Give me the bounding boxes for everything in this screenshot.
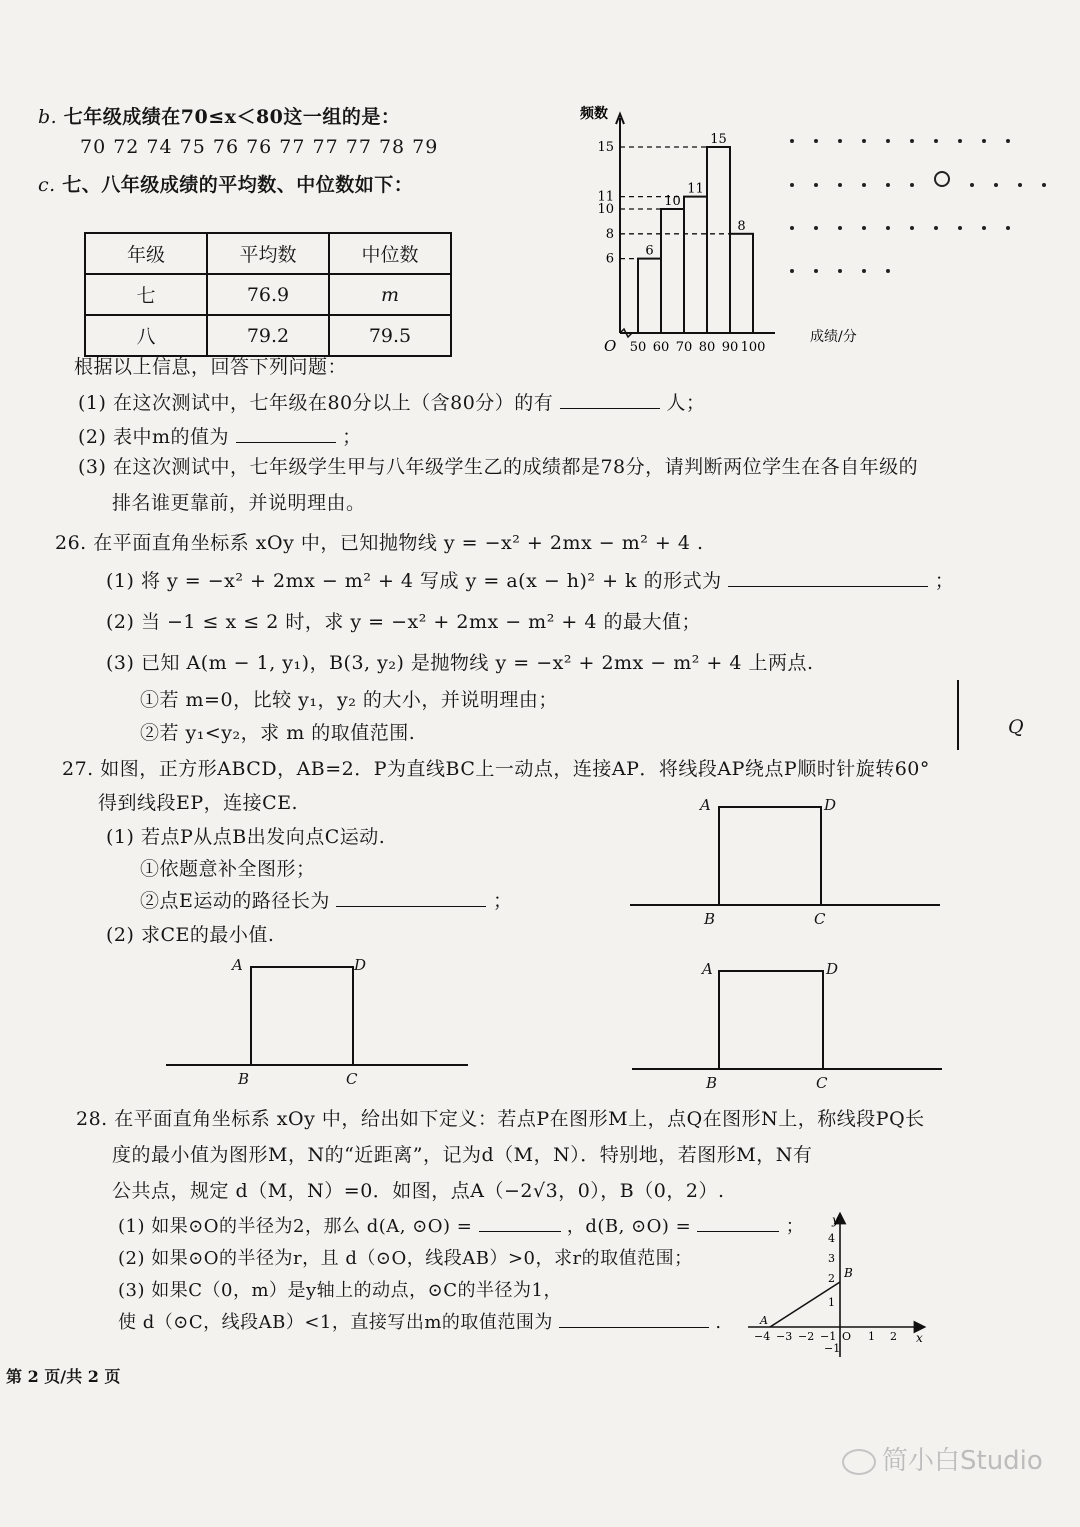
square-figure-3 xyxy=(632,962,942,1092)
section-b-text: 七年级成绩在70≤x＜80这一组的是： xyxy=(63,106,401,128)
table-cell: 76.9 xyxy=(207,274,329,315)
q25-part3: (3) 在这次测试中，七年级学生甲与八年级学生乙的成绩都是78分，请判断两位学生在各自年级的 xyxy=(78,456,919,478)
q27-stem: 27. 如图，正方形ABCD，AB=2．P为直线BC上一动点，连接AP．将线段AP绕点P顺时针旋转60° xyxy=(62,758,930,780)
q25-answer-blank-1[interactable] xyxy=(560,394,660,409)
stats-table xyxy=(84,232,452,357)
q28-answer-blank-3[interactable] xyxy=(559,1313,709,1328)
histogram-x-tick-label: 50 xyxy=(629,340,647,355)
margin-line xyxy=(957,680,959,750)
q26-part3-2: ②若 y₁<y₂，求 m 的取值范围. xyxy=(140,722,416,744)
histogram-y-tick-label: 8 xyxy=(605,226,614,242)
histogram-bar-label: 10 xyxy=(664,194,681,209)
q26-part3: (3) 已知 A(m − 1, y₁)，B(3, y₂) 是抛物线 y = −x² + 2mx − m² + 4 上两点. xyxy=(106,652,814,674)
q25-part2-suffix: ； xyxy=(342,426,362,448)
histogram-bar xyxy=(638,259,661,333)
label-b: B xyxy=(706,1074,718,1092)
wechat-icon xyxy=(842,1449,876,1475)
q28-part1-text-a: (1) 如果⊙O的半径为2，那么 d(A, ⊙O) = xyxy=(118,1216,473,1237)
q26-part2: (2) 当 −1 ≤ x ≤ 2 时，求 y = −x² + 2mx − m² + 4 的最大值； xyxy=(106,611,701,633)
label-a: A xyxy=(702,960,713,978)
table-header: 年级 xyxy=(85,233,207,274)
x-tick-label: −1 xyxy=(820,1330,837,1343)
square-figure-1 xyxy=(630,798,940,928)
line-bc xyxy=(166,1064,468,1066)
section-b xyxy=(38,102,400,129)
q27-answer-blank[interactable] xyxy=(336,892,486,907)
y-tick-label: 2 xyxy=(828,1272,835,1285)
q26-stem: 26. 在平面直角坐标系 xOy 中，已知抛物线 y = −x² + 2mx − m² + 4 . xyxy=(55,532,704,554)
q27-part1-2-text: ②点E运动的路径长为 xyxy=(140,890,330,912)
histogram-x-label: 成绩/分 xyxy=(810,329,857,345)
histogram-bar-label: 15 xyxy=(710,132,727,147)
point-a-label: A xyxy=(760,1314,768,1327)
q25-part2 xyxy=(78,422,362,449)
watermark xyxy=(842,1440,1043,1477)
table-header: 中位数 xyxy=(329,233,451,274)
q25-part3-line2: 排名谁更靠前，并说明理由。 xyxy=(112,492,366,514)
line-bc xyxy=(632,1068,942,1070)
histogram-bar-label: 6 xyxy=(645,243,654,259)
histogram-bar-label: 8 xyxy=(737,218,746,234)
point-b-label: B xyxy=(844,1266,853,1280)
line-bc xyxy=(630,904,940,906)
watermark-text: 简小白Studio xyxy=(882,1446,1043,1476)
section-b-label: b. xyxy=(38,106,58,128)
q27-part1: (1) 若点P从点B出发向点C运动. xyxy=(106,826,386,848)
table-cell: 七 xyxy=(85,274,207,315)
histogram-bar xyxy=(684,197,707,333)
q27-part1-1: ①依题意补全图形； xyxy=(140,858,316,880)
coordinate-graph xyxy=(740,1212,930,1362)
q28-part3-b xyxy=(118,1308,722,1334)
table-header-row xyxy=(85,233,451,274)
q28-line2: 度的最小值为图形M，N的“近距离”，记为d（M，N）．特别地，若图形M，N有 xyxy=(112,1144,813,1166)
label-a: A xyxy=(700,796,711,814)
q25-part1-suffix: 人； xyxy=(666,392,706,414)
x-tick-label: −3 xyxy=(776,1330,793,1343)
dot-pattern xyxy=(790,128,1066,277)
histogram-x-tick-label: 70 xyxy=(675,340,693,355)
q27-part2: (2) 求CE的最小值. xyxy=(106,924,275,946)
square-abcd xyxy=(718,806,822,906)
q26-answer-blank[interactable] xyxy=(728,572,928,587)
intro-text: 根据以上信息，回答下列问题： xyxy=(74,356,348,378)
q26-part1-text: (1) 将 y = −x² + 2mx − m² + 4 写成 y = a(x − h)² + k 的形式为 xyxy=(106,570,722,592)
histogram-y-label: 频数 xyxy=(580,106,608,122)
histogram-y-tick-label: 10 xyxy=(597,202,614,217)
q28-part3-b-text: 使 d（⊙C，线段AB）<1，直接写出m的取值范围为 xyxy=(118,1312,553,1333)
square-abcd xyxy=(718,970,824,1070)
q28-part3: (3) 如果C（0，m）是y轴上的动点，⊙C的半径为1， xyxy=(118,1280,562,1301)
table-cell: 79.2 xyxy=(207,315,329,356)
q25-part1-text: (1) 在这次测试中，七年级在80分以上（含80分）的有 xyxy=(78,392,554,414)
q25-part1 xyxy=(78,388,705,415)
label-c: C xyxy=(814,910,826,928)
y-tick-label: −1 xyxy=(824,1342,841,1355)
histogram-bar xyxy=(707,147,730,333)
table-cell: m xyxy=(329,274,451,315)
label-d: D xyxy=(354,956,367,974)
histogram-x-tick-label: 90 xyxy=(721,340,739,355)
q25-part2-text: (2) 表中m的值为 xyxy=(78,426,229,448)
section-c-text: 七、八年级成绩的平均数、中位数如下： xyxy=(62,174,414,196)
q28-part1-suffix: ； xyxy=(785,1216,805,1237)
y-tick-label: 1 xyxy=(828,1296,835,1309)
x-tick-label: 1 xyxy=(868,1330,875,1343)
square-abcd xyxy=(250,966,354,1066)
section-c-label: c. xyxy=(38,174,56,196)
histogram-bar xyxy=(730,234,753,333)
table-row xyxy=(85,274,451,315)
q25-answer-blank-2[interactable] xyxy=(236,428,336,443)
histogram-y-tick-label: 6 xyxy=(605,251,614,267)
q28-line1: 28. 在平面直角坐标系 xOy 中，给出如下定义：若点P在图形M上，点Q在图形N上，称线段PQ长 xyxy=(76,1108,925,1130)
table-row xyxy=(85,315,451,356)
y-axis-label: y xyxy=(832,1213,839,1227)
table-cell: 八 xyxy=(85,315,207,356)
x-tick-label: −4 xyxy=(754,1330,771,1343)
origin-label: O xyxy=(842,1330,852,1343)
q27-part1-2-suffix: ； xyxy=(492,890,513,912)
x-tick-label: 2 xyxy=(890,1330,897,1343)
q28-part2: (2) 如果⊙O的半径为r，且 d（⊙O，线段AB）>0，求r的取值范围； xyxy=(118,1248,693,1269)
label-c: C xyxy=(816,1074,828,1092)
label-d: D xyxy=(824,796,837,814)
square-figure-2 xyxy=(166,958,468,1088)
histogram-origin-label: O xyxy=(604,337,617,355)
q28-part1-text-b: ，d(B, ⊙O) = xyxy=(566,1216,692,1237)
histogram-bar xyxy=(661,209,684,333)
histogram-bar-label: 11 xyxy=(687,181,704,197)
q26-part1-suffix: ； xyxy=(934,570,955,592)
q28-part1 xyxy=(118,1212,804,1238)
margin-q-label: Q xyxy=(1008,716,1025,738)
histogram-x-tick-label: 80 xyxy=(698,340,716,355)
q27-part1-2 xyxy=(140,886,512,913)
page-footer: 第 2 页/共 2 页 xyxy=(6,1367,121,1386)
x-axis-label: x xyxy=(916,1331,923,1345)
y-tick-label: 3 xyxy=(828,1252,835,1265)
q27-stem-line2: 得到线段EP，连接CE. xyxy=(98,792,299,814)
x-tick-label: −2 xyxy=(798,1330,815,1343)
q28-answer-blank-1[interactable] xyxy=(479,1217,561,1232)
q26-part3-1: ①若 m=0，比较 y₁，y₂ 的大小，并说明理由； xyxy=(140,689,558,711)
y-tick-label: 4 xyxy=(828,1232,835,1245)
label-c: C xyxy=(346,1070,358,1088)
q26-part1 xyxy=(106,566,954,593)
histogram-x-tick-label: 100 xyxy=(740,340,766,355)
table-header: 平均数 xyxy=(207,233,329,274)
histogram-x-tick-label: 60 xyxy=(652,340,670,355)
histogram-y-tick-label: 15 xyxy=(597,140,614,155)
section-b-values: 70 72 74 75 76 76 77 77 77 78 79 xyxy=(80,136,439,158)
label-b: B xyxy=(704,910,716,928)
label-a: A xyxy=(232,956,243,974)
q28-line3: 公共点，规定 d（M，N）=0．如图，点A（−2√3，0），B（0，2）. xyxy=(112,1180,725,1202)
q28-part3-b-suffix: . xyxy=(715,1312,722,1333)
section-c xyxy=(38,170,413,197)
histogram-y-tick-label: 11 xyxy=(597,189,614,205)
label-b: B xyxy=(238,1070,250,1088)
label-d: D xyxy=(826,960,839,978)
table-cell: 79.5 xyxy=(329,315,451,356)
